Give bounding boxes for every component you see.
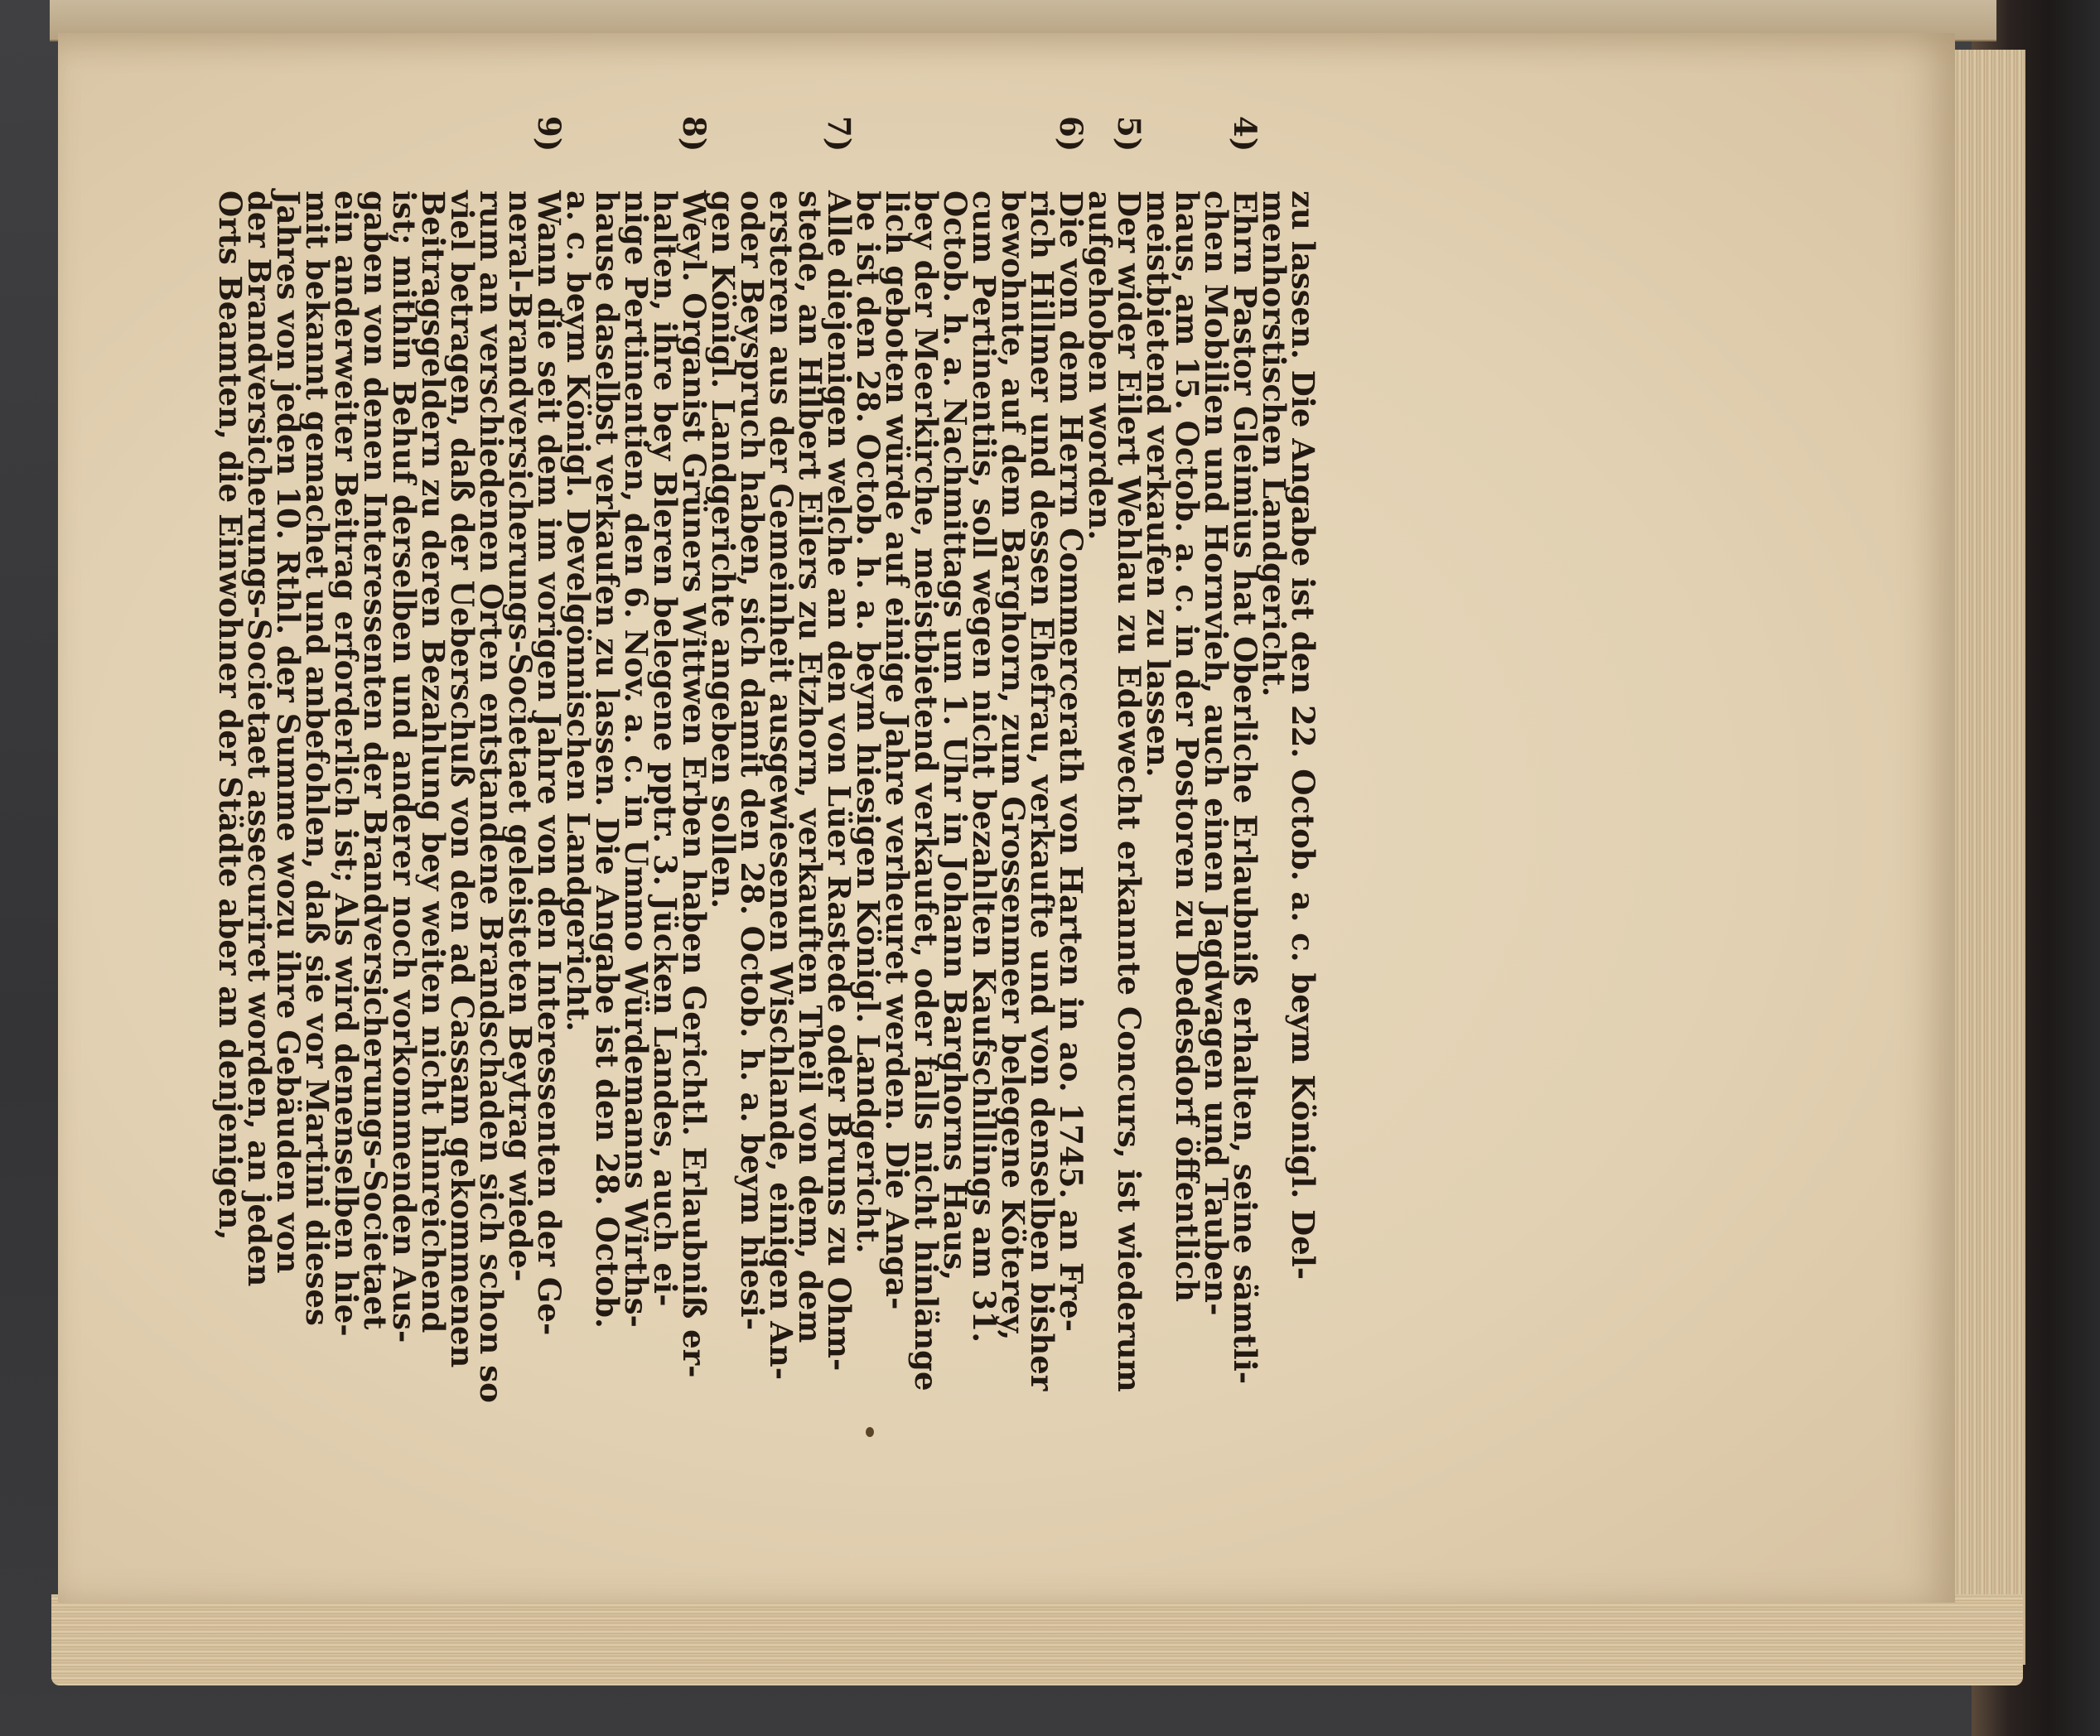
text-line — [647, 116, 683, 1408]
line-text: gaben von denen Interessenten der Brandversicherungs-Societaet — [357, 190, 393, 1330]
line-text: Beitragsgeldern zu deren Bezahlung bey weiten nicht hinreichend — [415, 190, 451, 1333]
line-text: mit bekannt gemachet und anbefohlen, daß sie vor Martini dieses — [299, 190, 336, 1326]
line-text: hause daselbst verkaufen zu lassen. Die Angabe ist den 28. Octob. — [589, 190, 625, 1329]
text-line — [212, 116, 249, 1408]
text-line — [1024, 116, 1060, 1408]
text-line — [328, 116, 364, 1408]
line-text: a. c. beym Königl. Develgönnischen Landgericht. — [560, 190, 596, 1032]
text-line — [618, 116, 654, 1408]
line-text: ist; mithin Behuf derselben und anderer noch vorkommenden Aus- — [386, 190, 422, 1343]
line-text: be ist den 28. Octob. h. a. beym hiesigen Königl. Landgericht. — [850, 190, 886, 1254]
text-lines — [207, 116, 1321, 1408]
entry-number: 8) — [676, 116, 712, 152]
line-text: Jahres von jeden 10. Rthl. der Summe wozu ihre Gebäuden von — [270, 190, 307, 1274]
text-line — [705, 116, 741, 1408]
line-text: Ehrn Pastor Gleimius hat Oberliche Erlaubniß erhalten, seine sämtli- — [1227, 190, 1263, 1385]
text-line — [1053, 116, 1089, 1408]
line-text: Die von dem Herrn Commercerath von Harten in ao. 1745. an Fre- — [1053, 190, 1089, 1333]
line-text: gen Königl. Landgerichte angeben sollen. — [705, 190, 741, 909]
line-text: viel betragen, daß der Ueberschuß von den ad Cassam gekommenen — [444, 190, 480, 1368]
text-line — [792, 116, 828, 1408]
text-line — [995, 116, 1031, 1408]
text-line — [473, 116, 509, 1408]
page-stack-bottom — [51, 1594, 2023, 1685]
entry-number: 9) — [531, 116, 567, 152]
text-line — [1256, 116, 1292, 1408]
text-line — [444, 116, 480, 1408]
text-line — [966, 116, 1002, 1408]
text-line — [1285, 116, 1321, 1408]
text-line — [879, 116, 915, 1408]
line-text: aufgehoben worden. — [1082, 190, 1118, 541]
text-line — [1111, 116, 1147, 1408]
line-text: der Brandversicherungs-Societaet assecuriret worden, an jeden — [241, 190, 278, 1287]
text-line — [502, 116, 538, 1408]
text-line — [821, 116, 857, 1408]
line-text: Weyl. Organist Grüners Wittwen Erben haben Gerichtl. Erlaubniß er- — [676, 190, 712, 1378]
text-line — [560, 116, 596, 1408]
text-line — [1140, 116, 1176, 1408]
line-text: cum Pertinentiis, soll wegen nicht bezahlten Kaufschillings am 31. — [966, 190, 1002, 1343]
line-text: zu lassen. Die Angabe ist den 22. Octob. a. c. beym Königl. Del- — [1285, 190, 1321, 1280]
text-line — [589, 116, 625, 1408]
text-line — [937, 116, 973, 1408]
text-line — [908, 116, 944, 1408]
entry-number: 6) — [1053, 116, 1089, 152]
text-line — [1227, 116, 1263, 1408]
line-text: ein anderweiter Beitrag erforderlich ist; Als wird denenselben hie- — [328, 190, 364, 1337]
line-text: ersteren aus der Gemeinheit ausgewiesenen Wischlande, einigen An- — [763, 190, 799, 1381]
line-text: Octob. h. a. Nachmittags um 1. Uhr in Johann Barghorns Haus, — [937, 190, 973, 1281]
line-text: bewohnte, auf dem Barghorn, zum Grossenmeer belegene Köterey, — [995, 190, 1031, 1341]
line-text: haus, am 15. Octob. a. c. in der Postoren zu Dedesdorf öffentlich — [1169, 190, 1205, 1302]
text-line — [1169, 116, 1205, 1408]
entry-number: 4) — [1227, 116, 1263, 152]
text-line — [1082, 116, 1118, 1408]
text-line — [763, 116, 799, 1408]
line-text: Der wider Eilert Wehlau zu Edewecht erkannte Concurs, ist wiederum — [1111, 190, 1147, 1392]
line-text: Alle diejenigen welche an den von Lüer Rastede oder Bruns zu Ohm- — [821, 190, 857, 1372]
text-line — [415, 116, 451, 1408]
line-text: rum an verschiedenen Orten entstandene Brandschaden sich schon so — [473, 190, 509, 1403]
line-text: oder Beyspruch haben, sich damit den 28. Octob. h. a. beym hiesi- — [734, 190, 770, 1331]
text-line — [676, 116, 712, 1408]
line-text: Orts Beamten, die Einwohner der Städte aber an denjenigen, — [212, 190, 249, 1241]
text-block — [25, 116, 1321, 1403]
line-text: neral-Brandversicherungs-Societaet geleisteten Beytrag wiede- — [502, 190, 538, 1282]
page-stack-side — [1955, 50, 2025, 1665]
line-text: meistbietend verkaufen zu lassen. — [1140, 190, 1176, 778]
text-line — [386, 116, 422, 1408]
line-text: menhorstischen Landgericht. — [1256, 190, 1292, 697]
line-text: Wann die seit dem im vorigen Jahre von den Interessenten der Ge- — [531, 190, 567, 1336]
text-line — [299, 116, 336, 1408]
line-text: stede, an Hilbert Eilers zu Etzhorn, verkauften Theil von dem, dem — [792, 190, 828, 1343]
line-text: lich geboten würde auf einige Jahre verheuret werden. Die Anga- — [879, 190, 915, 1310]
line-text: halten, ihre bey Bleren belegene pptr. 3. Jücken Landes, auch ei- — [647, 190, 683, 1307]
line-text: bey der Meerkirche, meistbietend verkaufet, oder falls nicht hinlänge — [908, 190, 944, 1391]
text-line — [270, 116, 307, 1408]
line-text: rich Hillmer und dessen Ehefrau, verkaufte und von denselben bisher — [1024, 190, 1060, 1391]
text-line — [734, 116, 770, 1408]
line-text: nige Pertinentien, den 6. Nov. a. c. in Ummo Würdemanns Wirths- — [618, 190, 654, 1328]
text-line — [531, 116, 567, 1408]
ink-spot — [866, 1427, 874, 1437]
entry-number: 7) — [821, 116, 857, 152]
text-line — [850, 116, 886, 1408]
line-text: chen Mobilien und Hornvieh, auch einen Jagdwagen und Tauben- — [1198, 190, 1234, 1316]
text-line — [357, 116, 393, 1408]
entry-number: 5) — [1111, 116, 1147, 152]
book-page — [58, 33, 1955, 1603]
text-line — [241, 116, 278, 1408]
text-line — [1198, 116, 1234, 1408]
